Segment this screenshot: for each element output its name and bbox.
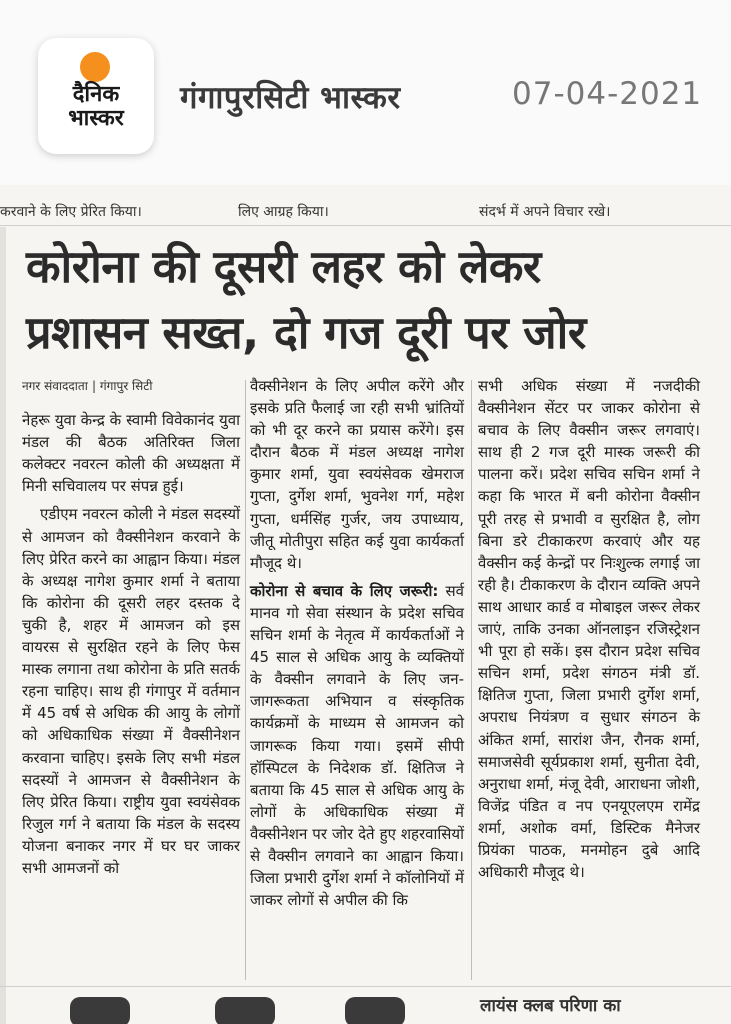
article-column-1 xyxy=(22,375,240,885)
article-subhead: कोरोना से बचाव के लिए जरूरी: xyxy=(250,581,439,600)
article-column-2 xyxy=(250,375,464,917)
bottom-divider xyxy=(0,986,731,987)
next-headline-fragment xyxy=(70,997,130,1024)
dainik-bhaskar-logo[interactable] xyxy=(38,38,154,154)
column-divider-1 xyxy=(245,380,246,980)
byline xyxy=(22,375,240,397)
edition-date: 07-04-2021 xyxy=(512,76,703,112)
article-paragraph-4-text: सर्व मानव गो सेवा संस्थान के प्रदेश सचिव सचिन शर्मा के नेतृत्व में कार्यकर्ताओं ने 45 साल से अधिक आयु के व्यक्तियों के वैक्सीन लगवाने के लिए जन-जागरूकता अभियान व संस्कृतिक कार्यक्रमों के माध्यम से आमजन को जागरूक किया गया। इसमें सीपी हॉस्पिटल के निदेशक डॉ. क्षितिज ने बताया कि 45 साल से अधिक आयु के लोगों के अधिकाधिक संख्या में वैक्सीनेशन पर जोर देते हुए शहरवासियों से वैक्सीन लगवाने का आह्वान किया। जिला प्रभारी दुर्गेश शर्मा ने कॉलोनियों में जाकर लोगों से अपील की कि xyxy=(250,581,464,910)
next-article-snippet: लायंस क्लब परिणा का xyxy=(480,996,621,1016)
logo-text-line2: भास्कर xyxy=(68,105,124,131)
article-paragraph-4 xyxy=(250,580,464,911)
top-divider xyxy=(0,225,731,226)
previous-article-snippet-left: करवाने के लिए प्रेरित किया। xyxy=(0,204,142,220)
byline-name: नगर संवाददाता xyxy=(22,379,88,393)
next-headline-fragment xyxy=(345,997,405,1024)
app-header xyxy=(0,0,731,185)
previous-article-snippet-middle: लिए आग्रह किया। xyxy=(238,204,329,220)
column-divider-2 xyxy=(471,380,472,980)
article-paragraph-1: नेहरू युवा केन्द्र के स्वामी विवेकानंद युवा मंडल की बैठक अतिरिक्त जिला कलेक्टर नवरत्न कोली की अध्यक्षता में मिनी सचिवालय पर संपन्न हुई। xyxy=(22,411,240,496)
previous-article-snippet-right: संदर्भ में अपने विचार रखे। xyxy=(479,204,611,220)
article-column-3 xyxy=(478,375,700,889)
byline-place: | गंगापुर सिटी xyxy=(92,379,153,393)
article-paragraph-2: एडीएम नवरत्न कोली ने मंडल सदस्यों से आमजन को वैक्सीनेशन करवाने के लिए प्रेरित करने का आह्वान किया। मंडल के अध्यक्ष नागेश कुमार शर्मा ने बताया कि कोरोना की दूसरी लहर दस्तक दे चुकी है, शहर में आमजन को इस वायरस से सुरक्षित रहने के लिए फेस मास्क लगाना तथा कोरोना के प्रति सतर्क रहना चाहिए। साथ ही गंगापुर में वर्तमान में 45 वर्ष से अधिक की आयु के लोगों को अधिकाधिक संख्या में वैक्सीनेशन करवाना चाहिए। इसके लिए सभी मंडल सदस्यों ने आमजन से वैक्सीनेशन के लिए प्रेरित किया। राष्ट्रीय युवा स्वयंसेवक रिजुल गर्ग ने बताया कि मंडल के सदस्य योजना बनाकर नगर में घर घर जाकर सभी आमजनों को xyxy=(22,505,240,877)
next-headline-fragment xyxy=(215,997,275,1024)
headline-line-1: कोरोना की दूसरी लहर को लेकर xyxy=(26,240,541,293)
article-paragraph-3: वैक्सीनेशन के लिए अपील करेंगे और इसके प्रति फैलाई जा रही सभी भ्रांतियों को भी दूर करने का प्रयास करेंगे। इस दौरान बैठक में मंडल अध्यक्ष नागेश कुमार शर्मा, युवा स्वयंसेवक खेमराज गुप्ता, दुर्गेश शर्मा, भुवनेश गर्ग, महेश गुप्ता, धर्मसिंह गुर्जर, जय उपाध्याय, जीतू मोतीपुरा सहित कई युवा कार्यकर्ता मौजूद थे। xyxy=(250,377,464,572)
left-edge-strip xyxy=(0,227,6,1024)
headline-line-2: प्रशासन सख्त, दो गज दूरी पर जोर xyxy=(26,306,586,359)
newspaper-clipping xyxy=(0,185,731,1024)
article-paragraph-5: सभी अधिक संख्या में नजदीकी वैक्सीनेशन सेंटर पर जाकर कोरोना से बचाव के लिए वैक्सीन जरूर लगवाएं। साथ ही 2 गज दूरी मास्क जरूरी की पालना करें। प्रदेश सचिव सचिन शर्मा ने कहा कि भारत में बनी कोरोना वैक्सीन पूरी तरह से प्रभावी व सुरक्षित है, लोग बिना डरे टीकाकरण करवाएं और यह वैक्सीन कई केन्द्रों पर निःशुल्क लगाई जा रही है। टीकाकरण के दौरान व्यक्ति अपने साथ आधार कार्ड व मोबाइल जरूर लेकर जाएं, ताकि उनका ऑनलाइन रजिस्ट्रेशन भी पूरा हो सकें। इस दौरान प्रदेश सचिव सचिन शर्मा, प्रदेश संगठन मंत्री डॉ. क्षितिज गुप्ता, जिला प्रभारी दुर्गेश शर्मा, अपराध नियंत्रण व सुधार संगठन के अंकित शर्मा, सारांश जैन, रौनक शर्मा, समाजसेवी सूर्यप्रकाश शर्मा, सुनीता देवी, अनुराधा शर्मा, मंजू देवी, आराधना जोशी, विजेंद्र पंडित व नप एनयूएलएम रामेंद्र शर्मा, अशोक वर्मा, डिस्टिक मैनेजर प्रियंका पाठक, मनमोहन दुबे आदि अधिकारी मौजूद थे। xyxy=(478,377,700,882)
logo-text-line1: दैनिक xyxy=(72,81,120,107)
edition-title: गंगापुरसिटी भास्कर xyxy=(180,80,401,116)
sun-icon xyxy=(80,52,110,82)
